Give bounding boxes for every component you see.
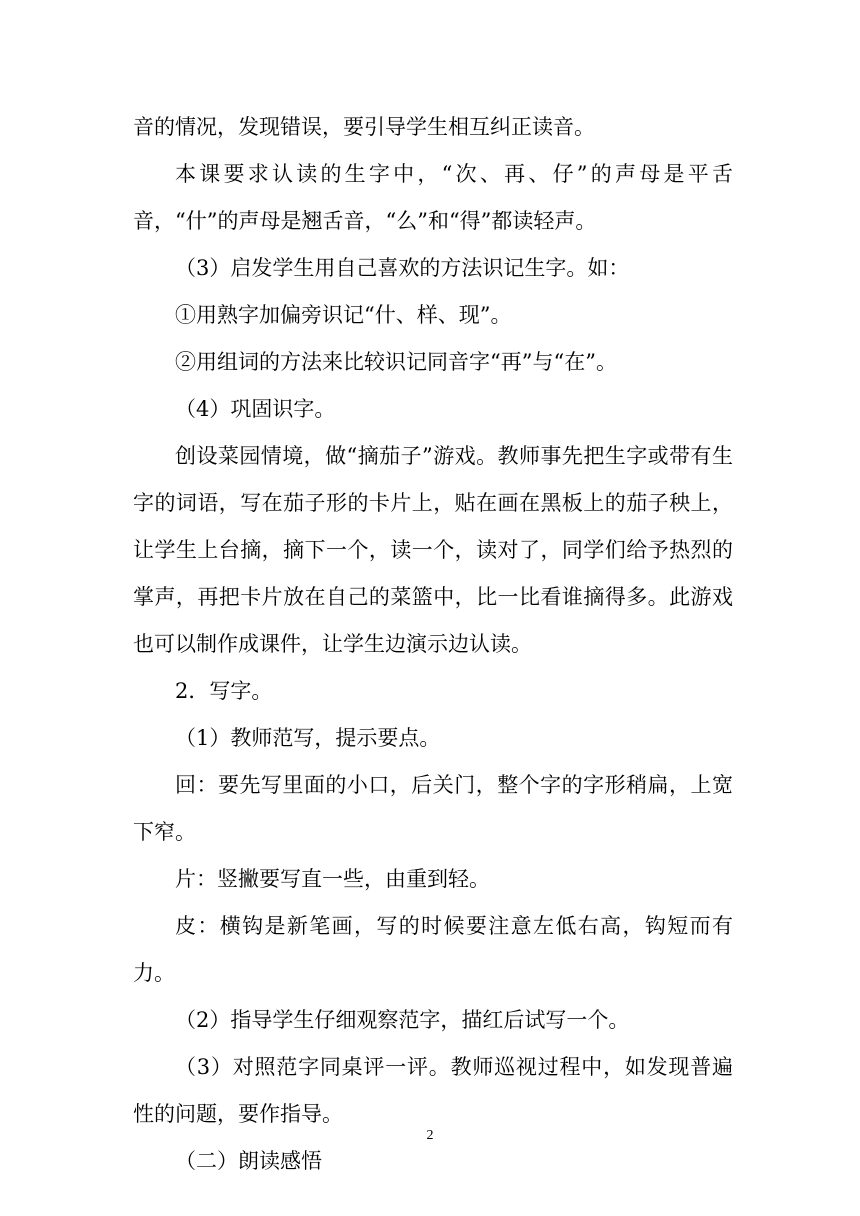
paragraph: （3）启发学生用自己喜欢的方法识记生字。如： xyxy=(175,256,630,280)
document-body xyxy=(133,104,733,1185)
paragraph: 片：竖撇要写直一些，由重到轻。 xyxy=(175,867,490,891)
paragraph: 2．写字。 xyxy=(175,679,273,703)
paragraph: （4）巩固识字。 xyxy=(175,397,336,421)
paragraph: ②用组词的方法来比较识记同音字“再”与“在”。 xyxy=(175,350,617,374)
paragraph: （2）指导学生仔细观察范字，描红后试写一个。 xyxy=(175,1008,630,1032)
paragraph: 创设菜园情境，做“摘茄子”游戏。教师事先把生字或带有生字的词语，写在茄子形的卡片上，贴在画在黑板上的茄子秧上，让学生上台摘，摘下一个，读一个，读对了，同学们给予热烈的掌声，再把卡片放在自己的菜篮中，比一比看谁摘得多。此游戏也可以制作成课件，让学生边演示边认读。 xyxy=(133,444,733,656)
paragraph: （3）对照范字同桌评一评。教师巡视过程中，如发现普遍性的问题，要作指导。 xyxy=(133,1055,733,1126)
paragraph: 本课要求认读的生字中，“次、再、仔”的声母是平舌音，“什”的声母是翘舌音，“么”和“得”都读轻声。 xyxy=(133,162,733,233)
paragraph: 皮：横钩是新笔画，写的时候要注意左低右高，钩短而有力。 xyxy=(133,914,733,985)
paragraph: ①用熟字加偏旁识记“什、样、现”。 xyxy=(175,303,512,327)
page-number: 2 xyxy=(426,1128,434,1143)
paragraph: 音的情况，发现错误，要引导学生相互纠正读音。 xyxy=(133,115,595,139)
paragraph: （二）朗读感悟 xyxy=(175,1149,322,1173)
paragraph: 回：要先写里面的小口，后关门，整个字的字形稍扁，上宽下窄。 xyxy=(133,773,733,844)
paragraph: （1）教师范写，提示要点。 xyxy=(175,726,441,750)
